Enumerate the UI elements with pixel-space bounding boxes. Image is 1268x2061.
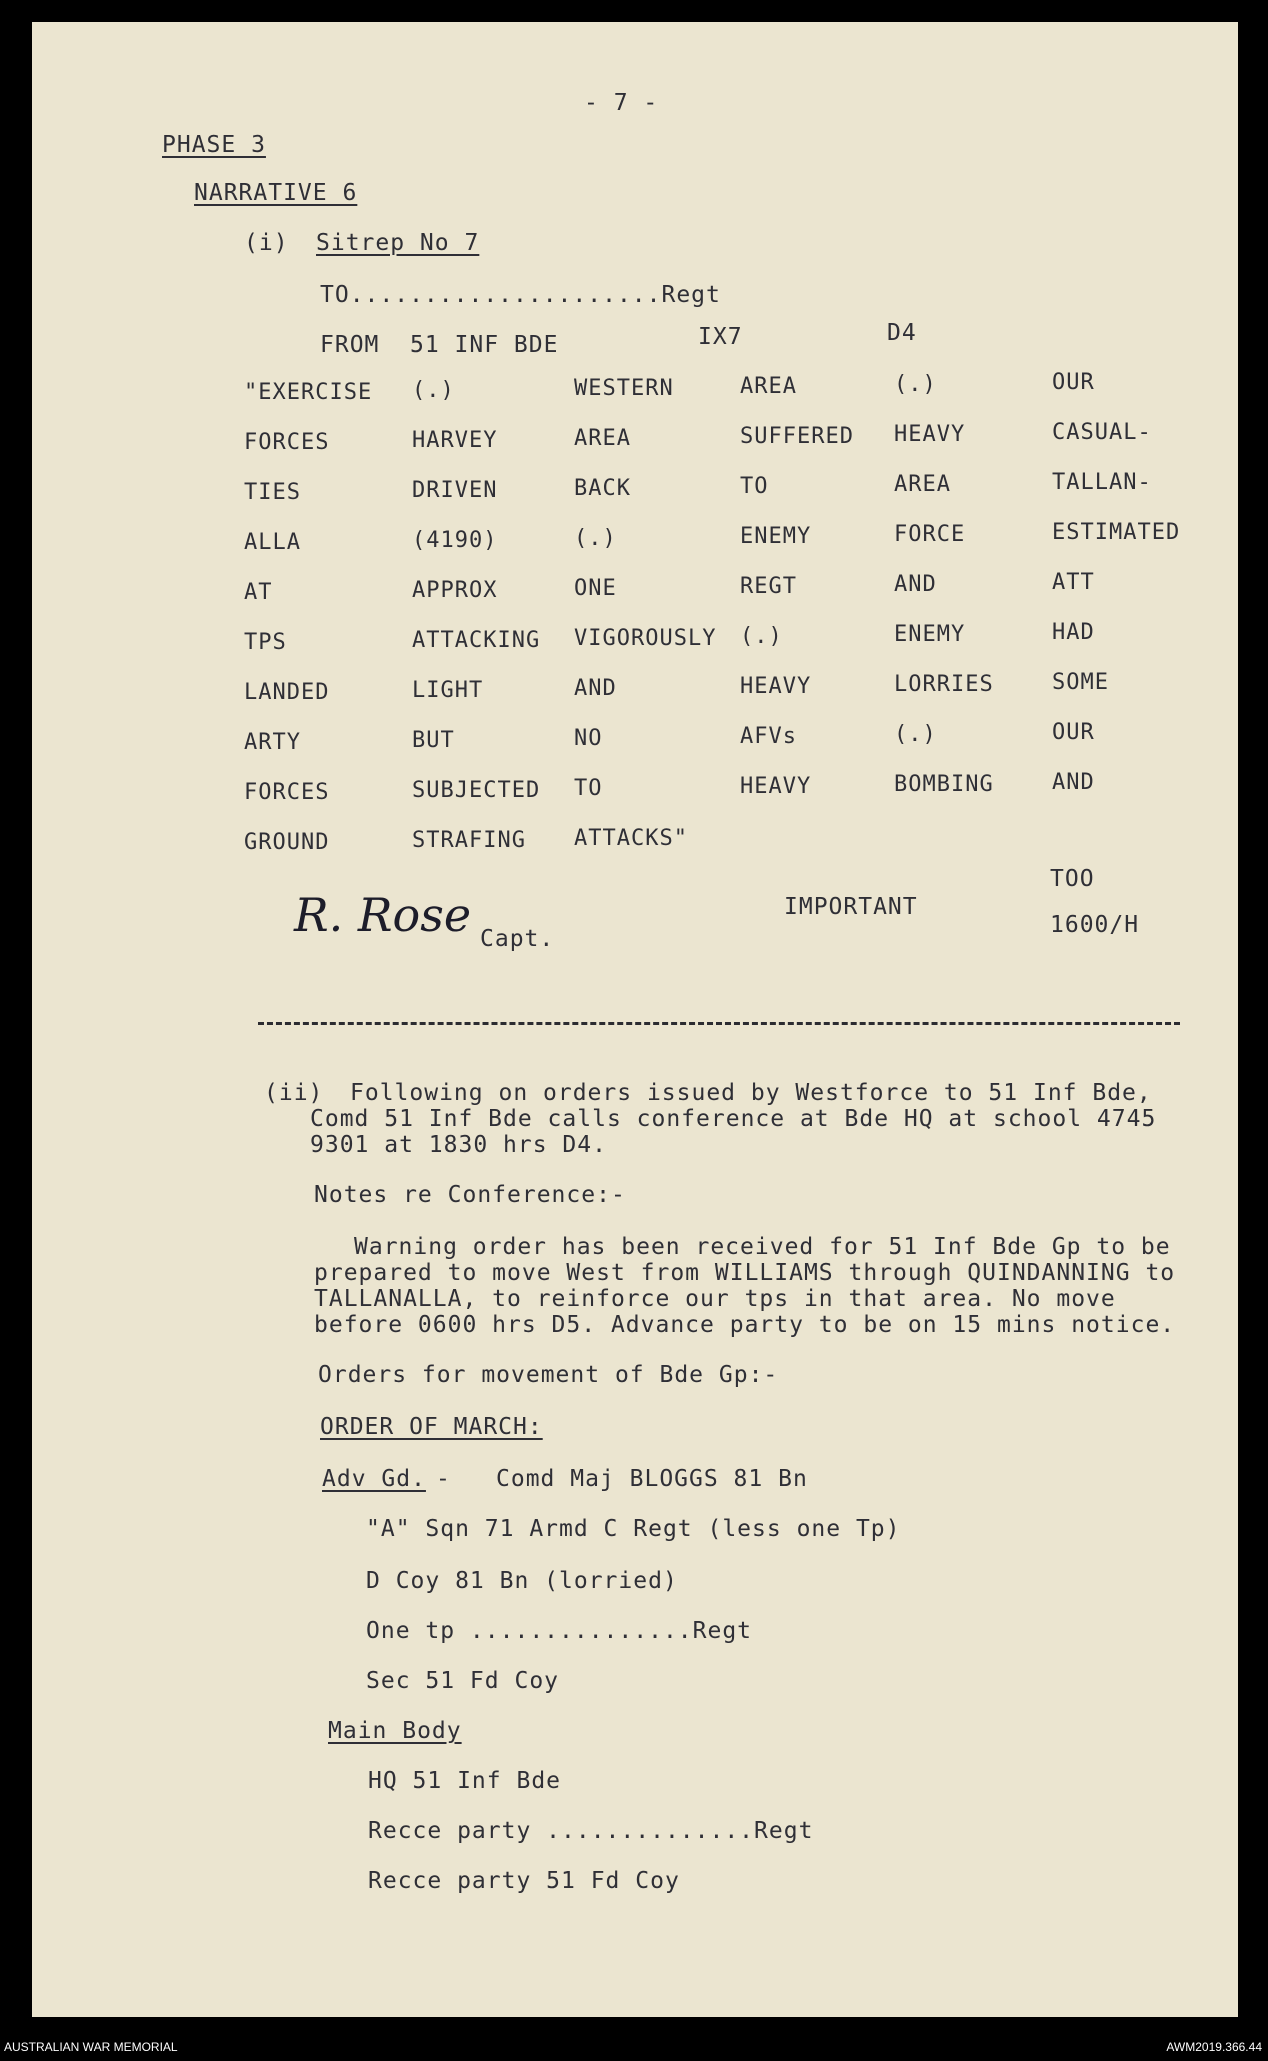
message-word: GROUND (244, 830, 330, 855)
message-word: LIGHT (412, 678, 484, 703)
message-word: AREA (894, 472, 951, 497)
page-number: - 7 - (584, 90, 659, 116)
main-item-1: HQ 51 Inf Bde (368, 1768, 562, 1794)
message-word: (.) (894, 372, 937, 397)
message-word: AT (244, 580, 273, 605)
adv-gd-commander: Comd Maj BLOGGS 81 Bn (496, 1466, 808, 1492)
message-row (244, 370, 1244, 420)
message-row (244, 470, 1244, 520)
message-row (244, 826, 1244, 870)
signature: R. Rose (294, 888, 472, 942)
message-code: IX7 (698, 324, 743, 350)
footer-archive-name: AUSTRALIAN WAR MEMORIAL (4, 2040, 178, 2054)
adv-item-3: One tp ...............Regt (366, 1618, 753, 1644)
warning-line-3: TALLANALLA, to reinforce our tps in that area. No move (314, 1286, 1116, 1312)
section-ii-line-2: Comd 51 Inf Bde calls conference at Bde HQ at school 4745 (310, 1106, 1157, 1132)
message-word: (4190) (412, 528, 498, 553)
document-page (32, 22, 1238, 2017)
message-word: CASUAL- (1052, 420, 1152, 445)
message-word: REGT (740, 574, 797, 599)
too-time: 1600/H (1050, 912, 1140, 938)
message-word: ENEMY (740, 524, 812, 549)
message-word: ESTIMATED (1052, 520, 1181, 545)
to-line: TO.....................Regt (320, 282, 721, 308)
narrative-heading: NARRATIVE 6 (194, 180, 358, 206)
from-unit: 51 INF BDE (410, 332, 559, 358)
rank: Capt. (480, 926, 555, 952)
message-row (244, 720, 1244, 770)
message-word: ATT (1052, 570, 1095, 595)
message-word: ONE (574, 576, 617, 601)
message-word: TO (740, 474, 769, 499)
section-ii-line-1: Following on orders issued by Westforce to 51 Inf Bde, (350, 1080, 1152, 1106)
message-word: TIES (244, 480, 301, 505)
message-word: ATTACKS" (574, 826, 688, 851)
message-word: HARVEY (412, 428, 498, 453)
message-row (244, 420, 1244, 470)
message-word: LORRIES (894, 672, 994, 697)
message-row (244, 620, 1244, 670)
message-word: ENEMY (894, 622, 966, 647)
warning-line-1: Warning order has been received for 51 Inf Bde Gp to be (354, 1234, 1171, 1260)
message-word: (.) (740, 624, 783, 649)
message-word: TALLAN- (1052, 470, 1152, 495)
adv-gd-label: Adv Gd. (322, 1466, 426, 1492)
message-word: TPS (244, 630, 287, 655)
footer-reference: AWM2019.366.44 (1166, 2040, 1262, 2054)
message-row (244, 520, 1244, 570)
message-word: (.) (574, 526, 617, 551)
message-word: ATTACKING (412, 628, 541, 653)
message-row (244, 570, 1244, 620)
section-i-number: (i) (244, 230, 289, 256)
message-word: FORCES (244, 780, 330, 805)
phase-heading: PHASE 3 (162, 132, 266, 158)
message-word: HEAVY (894, 422, 966, 447)
main-item-2: Recce party ..............Regt (368, 1818, 814, 1844)
message-word: SUFFERED (740, 424, 854, 449)
message-row (244, 770, 1244, 820)
message-word: BUT (412, 728, 455, 753)
message-word: AND (894, 572, 937, 597)
message-word: "EXERCISE (244, 380, 373, 405)
section-ii-line-3: 9301 at 1830 hrs D4. (310, 1132, 607, 1158)
message-word: AND (1052, 770, 1095, 795)
message-word: NO (574, 726, 603, 751)
message-word: ARTY (244, 730, 301, 755)
message-word: SUBJECTED (412, 778, 541, 803)
section-divider (258, 1022, 1180, 1025)
message-word: LANDED (244, 680, 330, 705)
message-word: WESTERN (574, 376, 674, 401)
message-word: OUR (1052, 370, 1095, 395)
message-word: DRIVEN (412, 478, 498, 503)
message-word: (.) (894, 722, 937, 747)
message-word: HEAVY (740, 674, 812, 699)
message-word: AREA (740, 374, 797, 399)
message-word: HEAVY (740, 774, 812, 799)
message-word: AFVs (740, 724, 797, 749)
warning-line-4: before 0600 hrs D5. Advance party to be on 15 mins notice. (314, 1312, 1176, 1338)
message-word: AREA (574, 426, 631, 451)
message-word: VIGOROUSLY (574, 626, 717, 651)
notes-heading: Notes re Conference:- (314, 1182, 626, 1208)
priority: IMPORTANT (784, 894, 918, 920)
adv-item-4: Sec 51 Fd Coy (366, 1668, 560, 1694)
message-word: BOMBING (894, 772, 994, 797)
message-word: AND (574, 676, 617, 701)
main-body-heading: Main Body (328, 1718, 462, 1744)
message-word: HAD (1052, 620, 1095, 645)
too-label: TOO (1050, 866, 1095, 892)
warning-line-2: prepared to move West from WILLIAMS through QUINDANNING to (314, 1260, 1176, 1286)
from-label: FROM (320, 332, 380, 358)
message-word: ALLA (244, 530, 301, 555)
order-of-march-heading: ORDER OF MARCH: (320, 1414, 543, 1440)
section-ii-number: (ii) (264, 1080, 324, 1106)
message-word: TO (574, 776, 603, 801)
message-word: SOME (1052, 670, 1109, 695)
sitrep-title: Sitrep No 7 (316, 230, 480, 256)
adv-item-2: D Coy 81 Bn (lorried) (366, 1568, 678, 1594)
main-item-3: Recce party 51 Fd Coy (368, 1868, 680, 1894)
message-day: D4 (887, 320, 917, 346)
adv-gd-dash: - (436, 1466, 451, 1492)
message-word: BACK (574, 476, 631, 501)
message-word: FORCES (244, 430, 330, 455)
message-word: STRAFING (412, 828, 526, 853)
message-word: (.) (412, 378, 455, 403)
message-row (244, 670, 1244, 720)
orders-heading: Orders for movement of Bde Gp:- (318, 1362, 779, 1388)
message-word: FORCE (894, 522, 966, 547)
message-word: OUR (1052, 720, 1095, 745)
message-word: APPROX (412, 578, 498, 603)
adv-item-1: "A" Sqn 71 Armd C Regt (less one Tp) (366, 1516, 901, 1542)
